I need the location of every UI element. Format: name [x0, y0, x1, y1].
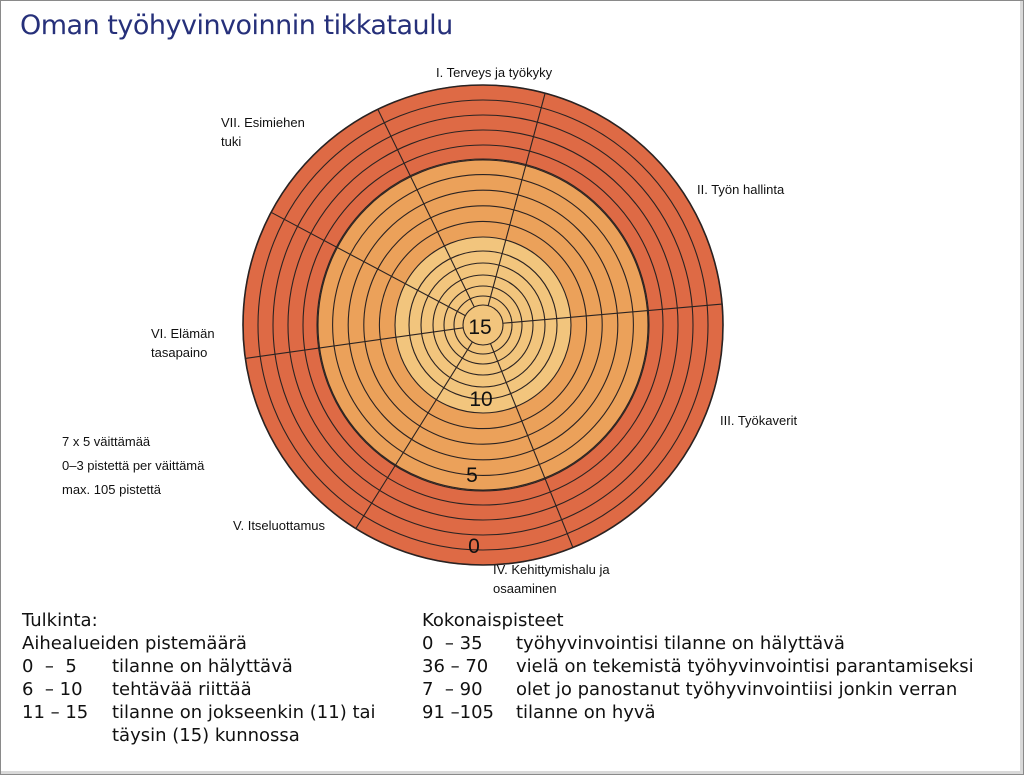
total-row [422, 655, 974, 678]
total-row [422, 632, 974, 655]
total-heading: Kokonaispisteet [422, 610, 564, 631]
range-text: tilanne on jokseenkin (11) tai [112, 702, 376, 723]
interpretation-subheading: Aihealueiden pistemäärä [22, 633, 247, 654]
interpretation-row [22, 678, 376, 701]
segment-label-ii: II. Työn hallinta [697, 182, 785, 197]
range: 0 – 5 [22, 656, 77, 677]
range-text: vielä on tekemistä työhyvinvointisi parantamiseksi [516, 656, 974, 677]
interpretation-row [22, 655, 376, 678]
statement-note [62, 430, 204, 502]
total-row [422, 678, 974, 701]
range-text: työhyvinvointisi tilanne on hälyttävä [516, 633, 845, 654]
segment-label-iii: III. Työkaverit [720, 413, 798, 428]
range: 36 – 70 [422, 656, 489, 677]
total-score-legend [422, 609, 974, 724]
range [22, 724, 112, 747]
range: 0 – 35 [422, 633, 483, 654]
range: 7 – 90 [422, 679, 483, 700]
score-label: 10 [469, 388, 493, 411]
range: 6 – 10 [22, 679, 83, 700]
range-text: olet jo panostanut työhyvinvointiisi jonkin verran [516, 679, 958, 700]
score-label: 5 [466, 464, 478, 487]
interpretation-legend [22, 609, 376, 747]
range-text: tehtävää riittää [112, 679, 252, 700]
score-label: 0 [468, 535, 480, 558]
range-text: täysin (15) kunnossa [112, 725, 300, 746]
interpretation-heading: Tulkinta: [22, 610, 98, 631]
total-row [422, 701, 974, 724]
range: 91 –105 [422, 702, 494, 723]
interpretation-row [22, 724, 376, 747]
segment-label-vi: VI. Elämän tasapaino [151, 326, 215, 360]
score-label: 15 [468, 316, 492, 339]
segment-label-iv: IV. Kehittymishalu ja osaaminen [493, 562, 610, 596]
interpretation-row [22, 701, 376, 724]
range-text: tilanne on hälyttävä [112, 656, 293, 677]
note-line: 7 x 5 väittämää [62, 434, 151, 449]
segment-label-vii: VII. Esimiehen tuki [221, 115, 305, 149]
segment-label-i: I. Terveys ja työkyky [436, 65, 553, 80]
note-line: max. 105 pistettä [62, 482, 161, 497]
range-text: tilanne on hyvä [516, 702, 656, 723]
range: 11 – 15 [22, 702, 89, 723]
segment-label-v: V. Itseluottamus [233, 518, 326, 533]
page-title: Oman työhyvinvoinnin tikkataulu [20, 10, 453, 41]
note-line: 0–3 pistettä per väittämä [62, 458, 205, 473]
